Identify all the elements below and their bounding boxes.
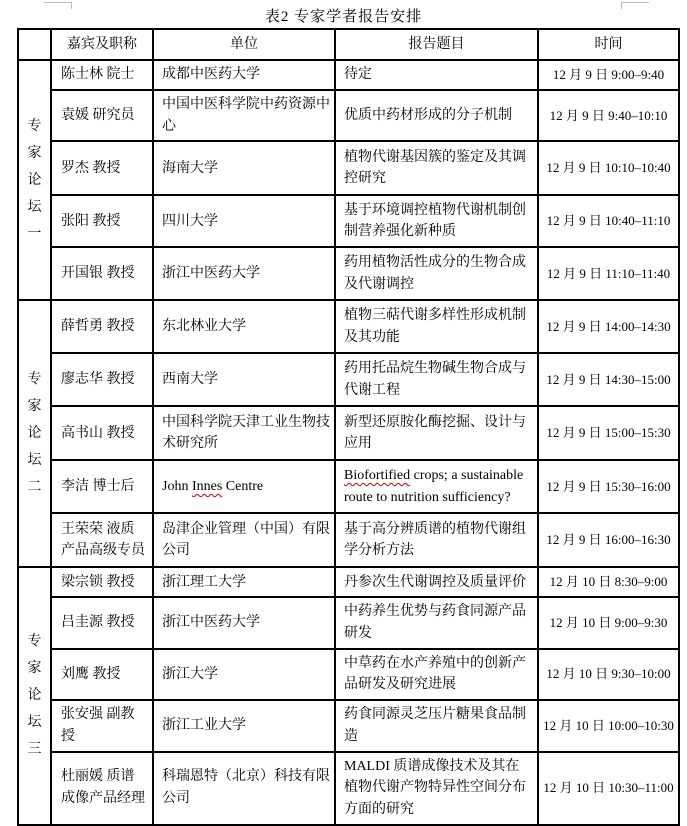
forum-group-label: 专 家 论 坛 一 [18,60,51,300]
org-cell: 浙江理工大学 [153,567,335,597]
table-row [18,353,679,406]
table-row [18,141,679,195]
topic-cell: MALDI 质谱成像技术及其在植物代谢产物特异性空间分布方面的研究 [335,752,538,825]
topic-cell: 植物代谢基因簇的鉴定及其调控研究 [335,141,538,195]
guest-cell: 张安强 副教授 [51,700,153,751]
corner-cell [18,29,51,60]
table-row [18,752,679,825]
topic-cell: 丹参次生代谢调控及质量评价 [335,567,538,597]
table-row [18,90,679,141]
org-cell: 西南大学 [153,353,335,406]
topic-cell: 中草药在水产养殖中的创新产品研发及研究进展 [335,649,538,700]
table-title: 表2 专家学者报告安排 [264,9,423,25]
topic-cell: 药用植物活性成分的生物合成及代谢调控 [335,247,538,300]
column-header: 时间 [538,29,679,60]
misspelled-word: Innes [191,479,223,495]
guest-cell: 李洁 博士后 [51,460,153,513]
time-cell: 12 月 9 日 9:40–10:10 [538,90,679,141]
guest-cell: 薛哲勇 教授 [51,300,153,353]
table-row [18,700,679,751]
time-cell: 12 月 9 日 9:00–9:40 [538,60,679,90]
column-header: 嘉宾及职称 [51,29,153,60]
guest-cell: 张阳 教授 [51,195,153,247]
org-cell: 中国中医科学院中药资源中心 [153,90,335,141]
text-segment: crops; a sustainable route to nutrition sufficiency? [344,468,524,505]
guest-cell: 吕圭源 教授 [51,597,153,648]
org-cell [153,460,335,513]
topic-cell: 中药养生优势与药食同源产品研发 [335,597,538,648]
time-cell: 12 月 9 日 10:40–11:10 [538,195,679,247]
topic-cell: 药用托品烷生物碱生物合成与代谢工程 [335,353,538,406]
column-header: 单位 [153,29,335,60]
guest-cell: 刘鹰 教授 [51,649,153,700]
time-cell: 12 月 9 日 14:30–15:00 [538,353,679,406]
org-cell: 东北林业大学 [153,300,335,353]
column-header: 报告题目 [335,29,538,60]
guest-cell: 开国银 教授 [51,247,153,300]
topic-cell: 基于高分辨质谱的植物代谢组学分析方法 [335,513,538,567]
header-row [18,29,679,60]
guest-cell: 陈士林 院士 [51,60,153,90]
time-cell: 12 月 9 日 10:10–10:40 [538,141,679,195]
org-cell: 海南大学 [153,141,335,195]
time-cell: 12 月 9 日 15:30–16:00 [538,460,679,513]
guest-cell: 廖志华 教授 [51,353,153,406]
table-row [18,649,679,700]
forum-group-label: 专 家 论 坛 二 [18,300,51,567]
org-cell: 科瑞恩特（北京）科技有限公司 [153,752,335,825]
topic-cell [335,460,538,513]
table-row [18,247,679,300]
guest-cell: 梁宗锁 教授 [51,567,153,597]
guest-cell: 罗杰 教授 [51,141,153,195]
table-row [18,513,679,567]
table-row [18,195,679,247]
table-row [18,60,679,90]
guest-cell: 王荣荣 液质产品高级专员 [51,513,153,567]
org-cell: 中国科学院天津工业生物技术研究所 [153,406,335,460]
table-row [18,460,679,513]
time-cell: 12 月 10 日 10:00–10:30 [538,700,679,751]
time-cell: 12 月 10 日 10:30–11:00 [538,752,679,825]
time-cell: 12 月 10 日 8:30–9:00 [538,567,679,597]
guest-cell: 袁媛 研究员 [51,90,153,141]
text-segment: John [162,479,192,495]
table-row [18,406,679,460]
org-cell: 成都中医药大学 [153,60,335,90]
guest-cell: 杜丽媛 质谱成像产品经理 [51,752,153,825]
misspelled-word: Biofortified [344,468,411,484]
org-cell: 四川大学 [153,195,335,247]
org-cell: 浙江工业大学 [153,700,335,751]
time-cell: 12 月 9 日 15:00–15:30 [538,406,679,460]
topic-cell: 植物三萜代谢多样性形成机制及其功能 [335,300,538,353]
guest-cell: 高书山 教授 [51,406,153,460]
table-body [18,60,679,825]
time-cell: 12 月 9 日 11:10–11:40 [538,247,679,300]
org-cell: 浙江中医药大学 [153,247,335,300]
topic-cell: 新型还原胺化酶挖掘、设计与应用 [335,406,538,460]
text-segment: Centre [222,479,264,495]
topic-cell: 优质中药材形成的分子机制 [335,90,538,141]
time-cell: 12 月 10 日 9:00–9:30 [538,597,679,648]
time-cell: 12 月 9 日 16:00–16:30 [538,513,679,567]
topic-cell: 基于环境调控植物代谢机制创制营养强化新种质 [335,195,538,247]
time-cell: 12 月 10 日 9:30–10:00 [538,649,679,700]
org-cell: 浙江大学 [153,649,335,700]
time-cell: 12 月 9 日 14:00–14:30 [538,300,679,353]
topic-cell: 药食同源灵芝压片糖果食品制造 [335,700,538,751]
forum-group-label: 专 家 论 坛 三 [18,567,51,824]
org-cell: 浙江中医药大学 [153,597,335,648]
table-row [18,597,679,648]
report-schedule-table [17,28,680,826]
org-cell: 岛津企业管理（中国）有限公司 [153,513,335,567]
topic-cell: 待定 [335,60,538,90]
table-row [18,300,679,353]
table-row [18,567,679,597]
